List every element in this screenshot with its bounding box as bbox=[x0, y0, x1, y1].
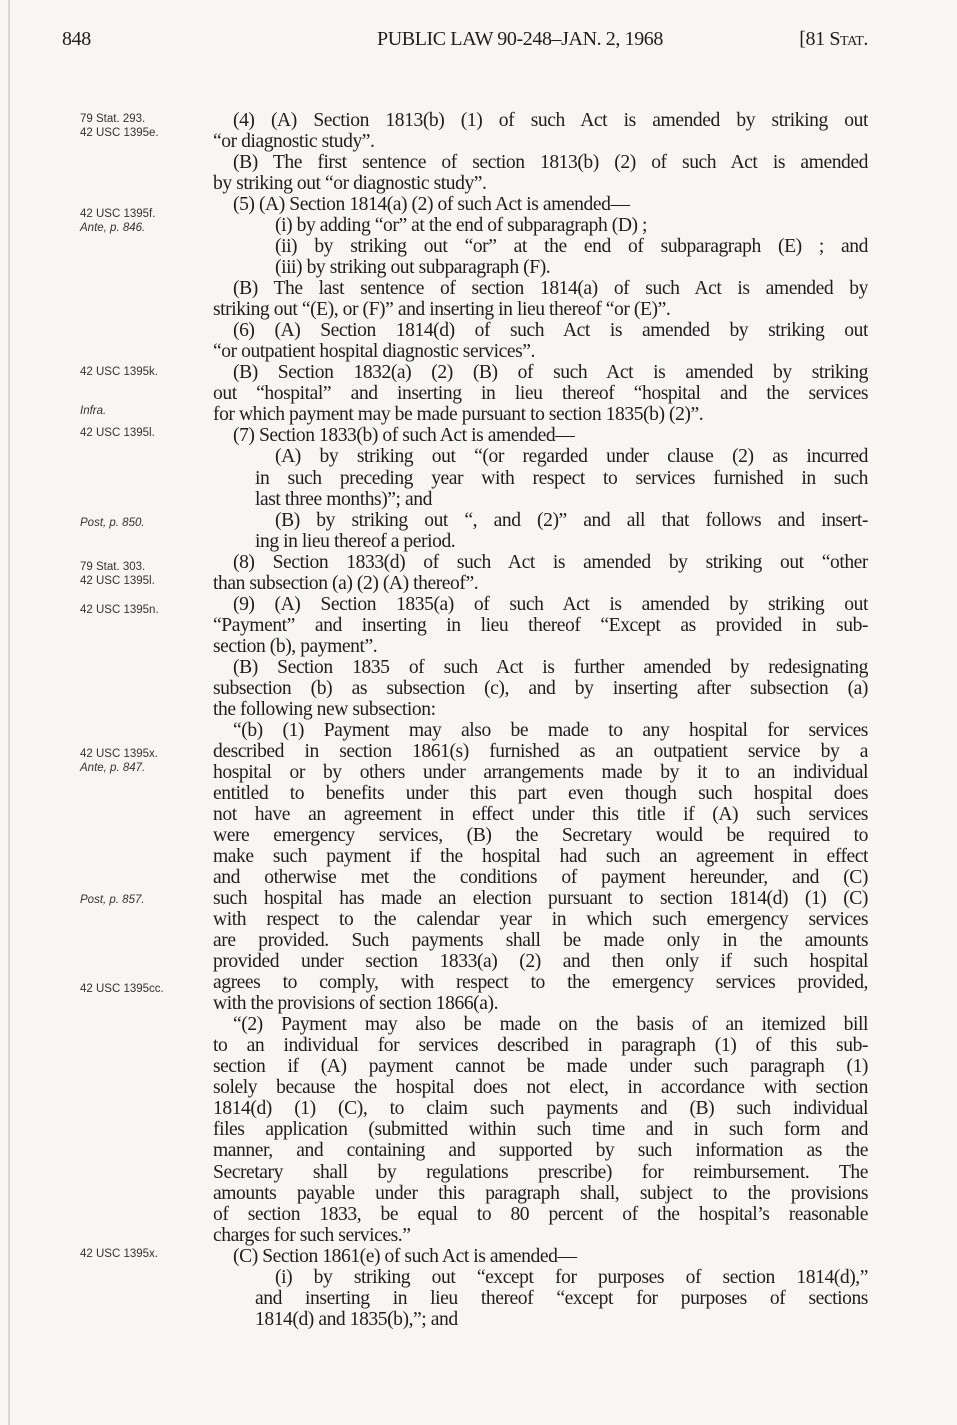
text-line: (8) Section 1833(d) of such Act is amended by striking out “other bbox=[233, 551, 868, 573]
text-line: and otherwise met the conditions of payment hereunder, and (C) bbox=[213, 867, 868, 889]
text-line: (B) Section 1832(a) (2) (B) of such Act is amended by striking bbox=[233, 362, 868, 384]
text-line: agrees to comply, with respect to the emergency services provided, bbox=[213, 972, 868, 994]
margin-citation: 79 Stat. 293. bbox=[80, 113, 146, 125]
text-line: ing in lieu thereof a period. bbox=[255, 530, 456, 552]
text-line: (B) by striking out “, and (2)” and all that follows and insert- bbox=[275, 509, 868, 531]
text-line: (i) by striking out “except for purposes of section 1814(d),” bbox=[275, 1266, 868, 1288]
text-line: (C) Section 1861(e) of such Act is amended— bbox=[233, 1245, 577, 1267]
text-line: striking out “(E), or (F)” and inserting in lieu thereof “or (E)”. bbox=[213, 299, 671, 321]
text-line: of section 1833, be equal to 80 percent of the hospital’s reasonable bbox=[213, 1203, 868, 1225]
text-line: subsection (b) as subsection (c), and by inserting after subsection (a) bbox=[213, 677, 868, 699]
text-line: out “hospital” and inserting in lieu thereof “hospital and the services bbox=[213, 383, 868, 405]
text-line: (iii) by striking out subparagraph (F). bbox=[275, 257, 551, 279]
text-line: section if (A) payment cannot be made under such paragraph (1) bbox=[213, 1056, 868, 1078]
text-line: (5) (A) Section 1814(a) (2) of such Act is amended— bbox=[233, 194, 630, 216]
text-line: section (b), payment”. bbox=[213, 635, 378, 657]
text-line: with respect to the calendar year in which such emergency services bbox=[213, 909, 868, 931]
margin-citation: Ante, p. 847. bbox=[80, 762, 146, 774]
text-line: were emergency services, (B) the Secretary would be required to bbox=[213, 825, 868, 847]
text-line: such hospital has made an election pursuant to section 1814(d) (1) (C) bbox=[213, 888, 868, 910]
statute-volume: [81 Stat. bbox=[799, 28, 868, 50]
margin-citation: 42 USC 1395e. bbox=[80, 127, 159, 139]
text-line: than subsection (a) (2) (A) thereof”. bbox=[213, 572, 479, 594]
margin-citation: 42 USC 1395l. bbox=[80, 575, 155, 587]
text-line: (9) (A) Section 1835(a) of such Act is amended by striking out bbox=[233, 593, 868, 615]
text-line: (4) (A) Section 1813(b) (1) of such Act is amended by striking out bbox=[233, 110, 868, 131]
margin-citation: 42 USC 1395l. bbox=[80, 427, 155, 439]
text-line: with the provisions of section 1866(a). bbox=[213, 993, 499, 1015]
text-line: charges for such services.” bbox=[213, 1224, 411, 1246]
text-line: manner, and containing and supported by such information as the bbox=[213, 1140, 868, 1162]
text-line: amounts payable under this paragraph shall, subject to the provisions bbox=[213, 1182, 868, 1204]
text-line: in such preceding year with respect to services furnished in such bbox=[255, 467, 868, 489]
page-title: PUBLIC LAW 90-248–JAN. 2, 1968 bbox=[376, 28, 664, 50]
text-line: described in section 1861(s) furnished as an outpatient service by a bbox=[213, 740, 868, 762]
text-line: make such payment if the hospital had such an agreement in effect bbox=[213, 846, 868, 868]
scan-edge bbox=[8, 0, 10, 1425]
text-line: Secretary shall by regulations prescribe) for reimbursement. The bbox=[213, 1161, 868, 1183]
text-line: by striking out “or diagnostic study”. bbox=[213, 173, 487, 195]
page-number: 848 bbox=[62, 28, 91, 50]
text-line: “or diagnostic study”. bbox=[213, 131, 375, 153]
margin-citation: 42 USC 1395cc. bbox=[80, 983, 164, 995]
margin-citation: Infra. bbox=[80, 405, 107, 417]
text-line: (ii) by striking out “or” at the end of subparagraph (E) ; and bbox=[275, 236, 868, 258]
text-line: (B) The last sentence of section 1814(a) of such Act is amended by bbox=[233, 278, 868, 300]
text-line: the following new subsection: bbox=[213, 698, 436, 720]
text-line: are provided. Such payments shall be made only in the amounts bbox=[213, 930, 868, 952]
text-line: files application (submitted within such time and in such form and bbox=[213, 1119, 868, 1141]
text-line: not have an agreement in effect under this title if (A) such services bbox=[213, 803, 868, 825]
text-line: (B) Section 1835 of such Act is further amended by redesignating bbox=[233, 656, 868, 678]
text-line: provided under section 1833(a) (2) and then only if such hospital bbox=[213, 951, 868, 973]
text-line: “(b) (1) Payment may also be made to any hospital for services bbox=[233, 719, 868, 741]
margin-citation: 42 USC 1395f. bbox=[80, 208, 156, 220]
text-line: for which payment may be made pursuant to section 1835(b) (2)”. bbox=[213, 404, 704, 426]
text-line: hospital or by others under arrangements made by it to an individual bbox=[213, 761, 868, 783]
margin-citation: Post, p. 857. bbox=[80, 894, 145, 906]
text-line: (6) (A) Section 1814(d) of such Act is amended by striking out bbox=[233, 320, 868, 342]
margin-citation: Post, p. 850. bbox=[80, 517, 145, 529]
text-line: (i) by adding “or” at the end of subparagraph (D) ; bbox=[275, 215, 648, 237]
text-line: “Payment” and inserting in lieu thereof “Except as provided in sub- bbox=[213, 614, 868, 636]
text-line: entitled to benefits under this part even though such hospital does bbox=[213, 782, 868, 804]
text-line: solely because the hospital does not elect, in accordance with section bbox=[213, 1077, 868, 1099]
text-line: to an individual for services described in paragraph (1) of this sub- bbox=[213, 1035, 868, 1057]
text-line: 1814(d) (1) (C), to claim such payments and (B) such individual bbox=[213, 1098, 868, 1120]
text-line: “(2) Payment may also be made on the basis of an itemized bill bbox=[233, 1014, 868, 1036]
text-line: (A) by striking out “(or regarded under clause (2) as incurred bbox=[275, 446, 868, 468]
text-line: (7) Section 1833(b) of such Act is amended— bbox=[233, 425, 575, 447]
margin-citation: 42 USC 1395x. bbox=[80, 748, 158, 760]
margin-citation: 79 Stat. 303. bbox=[80, 561, 146, 573]
text-line: and inserting in lieu thereof “except for purposes of sections bbox=[255, 1287, 868, 1309]
text-line: “or outpatient hospital diagnostic services”. bbox=[213, 341, 535, 363]
margin-citation: 42 USC 1395x. bbox=[80, 1248, 158, 1260]
margin-citation: 42 USC 1395k. bbox=[80, 366, 158, 378]
text-line: (B) The first sentence of section 1813(b) (2) of such Act is amended bbox=[233, 152, 868, 174]
text-line: last three months)”; and bbox=[255, 488, 432, 510]
text-line: 1814(d) and 1835(b),”; and bbox=[255, 1308, 458, 1330]
margin-citation: 42 USC 1395n. bbox=[80, 604, 159, 616]
margin-citation: Ante, p. 846. bbox=[80, 222, 146, 234]
